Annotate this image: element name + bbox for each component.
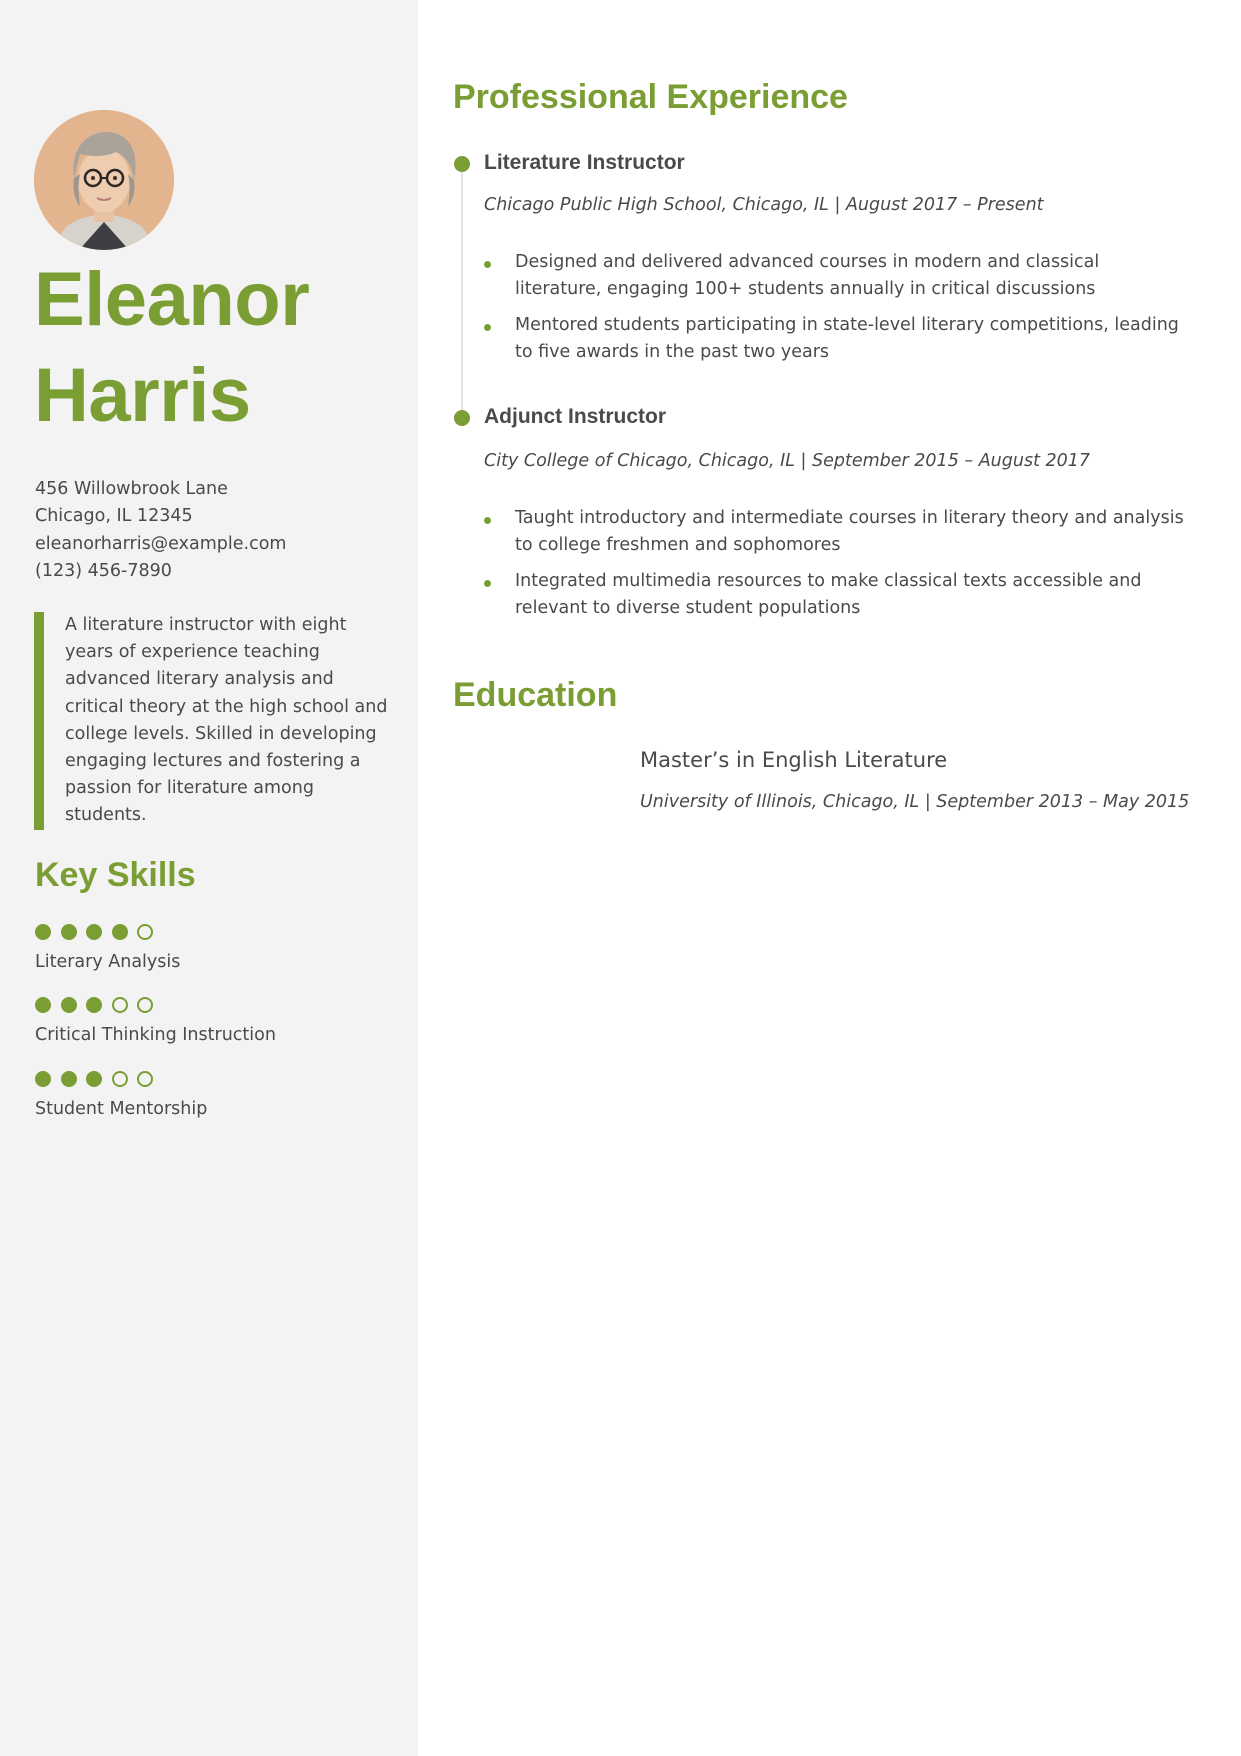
rating-dot-empty	[112, 1071, 128, 1087]
skill-item	[35, 924, 395, 972]
main-content	[418, 0, 1241, 1756]
skill-rating	[35, 924, 395, 940]
last-name: Harris	[34, 353, 251, 438]
skill-rating	[35, 997, 395, 1013]
rating-dot-empty	[112, 997, 128, 1013]
bullet-item: Taught introductory and intermediate courses in literary theory and analysis to college freshmen and sophomores	[484, 505, 1184, 559]
skill-label: Literary Analysis	[35, 952, 181, 972]
first-name: Eleanor	[34, 257, 310, 342]
bullet-item: Designed and delivered advanced courses in modern and classical literature, engaging 100+ students annually in critical discussions	[484, 249, 1184, 303]
rating-dot-filled	[61, 924, 77, 940]
address-line2: Chicago, IL 12345	[35, 506, 193, 527]
timeline-dot	[454, 156, 470, 172]
job-meta: City College of Chicago, Chicago, IL | September 2015 – August 2017	[484, 451, 1091, 471]
candidate-name	[34, 252, 404, 444]
skill-rating	[35, 1071, 395, 1087]
rating-dot-empty	[137, 924, 153, 940]
skills-title: Key Skills	[35, 856, 196, 894]
job-meta: Chicago Public High School, Chicago, IL | August 2017 – Present	[484, 195, 1044, 215]
bullet-item: Integrated multimedia resources to make classical texts accessible and relevant to diverse student populations	[484, 568, 1184, 622]
skill-label: Critical Thinking Instruction	[35, 1025, 276, 1045]
job-bullets	[484, 505, 1184, 631]
education-meta: University of Illinois, Chicago, IL | September 2013 – May 2015	[640, 792, 1190, 812]
phone: (123) 456-7890	[35, 560, 172, 581]
job-title: Literature Instructor	[484, 151, 685, 174]
skill-label: Student Mentorship	[35, 1099, 208, 1119]
profile-summary: A literature instructor with eight years of experience teaching advanced literary analysis and critical theory at the high school and college levels. Skilled in developing engaging lectures and fostering a passion for literature among students.	[34, 612, 396, 830]
rating-dot-filled	[35, 1071, 51, 1087]
timeline-line	[461, 172, 463, 412]
education-degree: Master’s in English Literature	[640, 748, 948, 772]
rating-dot-empty	[137, 1071, 153, 1087]
skill-item	[35, 997, 395, 1045]
rating-dot-filled	[61, 997, 77, 1013]
email[interactable]: eleanorharris@example.com	[35, 533, 287, 554]
rating-dot-filled	[86, 924, 102, 940]
sidebar	[0, 0, 418, 1756]
job-bullets	[484, 249, 1184, 375]
rating-dot-filled	[35, 924, 51, 940]
avatar	[34, 110, 174, 250]
address-line1: 456 Willowbrook Lane	[35, 479, 228, 499]
rating-dot-filled	[112, 924, 128, 940]
rating-dot-filled	[86, 1071, 102, 1087]
rating-dot-filled	[61, 1071, 77, 1087]
portrait-photo	[34, 110, 174, 250]
rating-dot-filled	[86, 997, 102, 1013]
contact-info	[35, 476, 395, 585]
rating-dot-filled	[35, 997, 51, 1013]
job-title: Adjunct Instructor	[484, 405, 666, 428]
skill-item	[35, 1071, 395, 1119]
experience-title: Professional Experience	[453, 78, 848, 116]
education-title: Education	[453, 676, 618, 714]
rating-dot-empty	[137, 997, 153, 1013]
timeline-dot	[454, 410, 470, 426]
bullet-item: Mentored students participating in state-level literary competitions, leading to five awards in the past two years	[484, 312, 1184, 366]
